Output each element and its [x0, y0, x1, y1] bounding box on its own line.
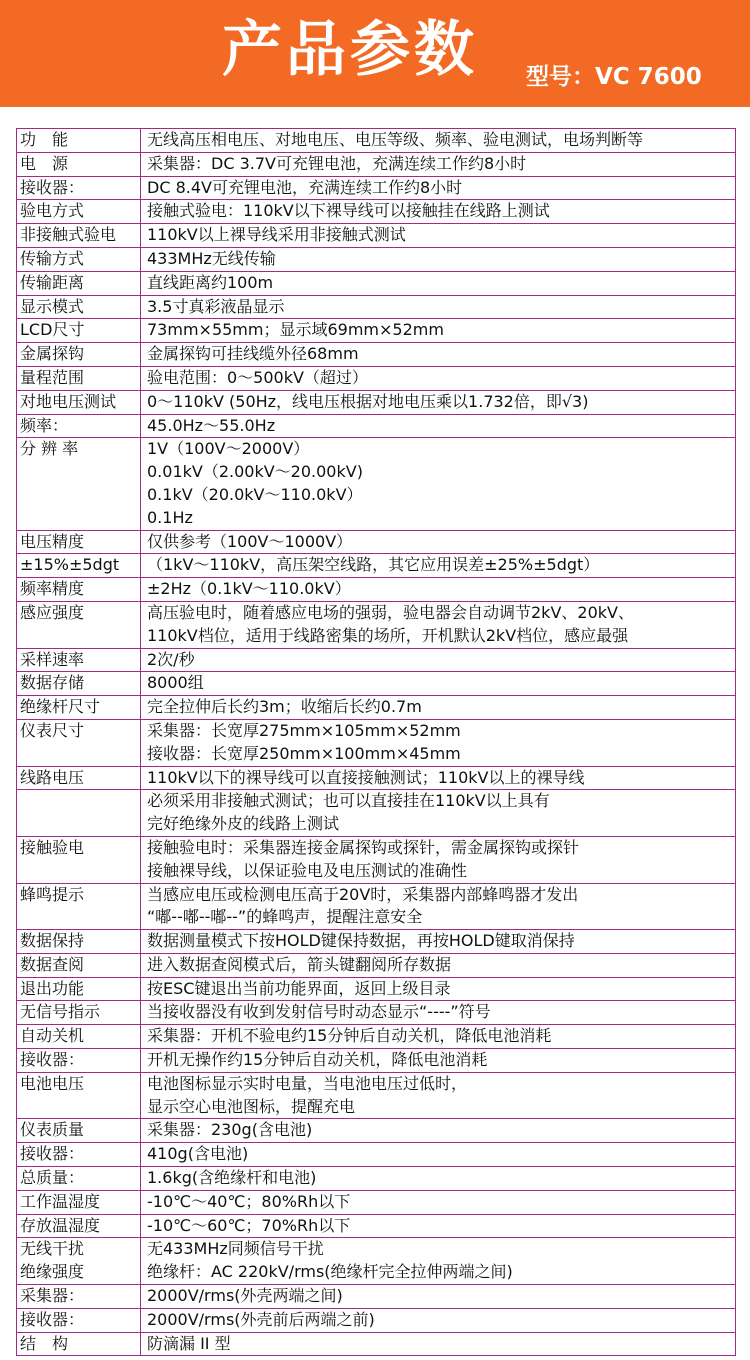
spec-label-text: 数据查阅: [20, 954, 85, 974]
spec-value-line: 433MHz无线传输: [147, 248, 276, 268]
spec-value-line: 2次/秒: [147, 649, 195, 669]
spec-value-line: 接触式验电：110kV以下裸导线可以接触挂在线路上测试: [147, 201, 550, 221]
spec-label-text: 采样速率: [20, 649, 85, 669]
spec-row: [17, 343, 736, 367]
spec-label-text: LCD尺寸: [20, 320, 85, 340]
spec-value-line: 采集器：DC 3.7V可充锂电池，充满连续工作约8小时: [147, 153, 527, 173]
spec-row: [17, 1072, 736, 1119]
spec-value-line: 2000V/rms(外壳前后两端之前): [147, 1309, 375, 1329]
spec-value-line: 当感应电压或检测电压高于20V时，采集器内部蜂鸣器才发出: [147, 884, 579, 904]
spec-value: [141, 790, 736, 837]
spec-value: [141, 1072, 736, 1119]
spec-value-line: 1.6kg(含绝缘杆和电池): [147, 1168, 317, 1188]
spec-label-text: 结 构: [20, 1333, 69, 1353]
spec-value: [141, 883, 736, 930]
spec-value-line: 完全拉伸后长约3m；收缩后长约0.7m: [147, 697, 422, 717]
spec-value: [141, 530, 736, 554]
spec-row: [17, 176, 736, 200]
spec-value: [141, 247, 736, 271]
spec-label-text: 接收器：: [20, 177, 85, 197]
spec-label: [17, 1072, 141, 1119]
spec-value-line: 绝缘杆：AC 220kV/rms(绝缘杆完全拉伸两端之间): [147, 1262, 513, 1282]
spec-value-line: 无线高压相电压、对地电压、电压等级、频率、验电测试，电场判断等: [147, 130, 644, 149]
spec-value: [141, 1238, 736, 1285]
spec-row: [17, 438, 736, 530]
spec-label: [17, 883, 141, 930]
spec-row: [17, 1167, 736, 1191]
spec-value-line: 无433MHz同频信号干扰: [147, 1239, 324, 1259]
spec-label: [17, 152, 141, 176]
spec-label-text: 无线干扰: [20, 1239, 85, 1259]
spec-row: [17, 319, 736, 343]
spec-value: [141, 601, 736, 648]
spec-value: [141, 719, 736, 766]
spec-value-line: 必须采用非接触式测试；也可以直接挂在110kV以上具有: [147, 791, 550, 811]
spec-value-line: 0～110kV (50Hz，线电压根据对地电压乘以1.732倍，即√3): [147, 391, 589, 411]
spec-label-text: 绝缘强度: [20, 1262, 85, 1282]
spec-label: [17, 977, 141, 1001]
spec-value: [141, 1119, 736, 1143]
spec-value-line: 45.0Hz～55.0Hz: [147, 415, 276, 435]
spec-value-line: 仅供参考（100V～1000V）: [147, 531, 353, 551]
spec-row: [17, 271, 736, 295]
spec-value-line: 0.1kV（20.0kV～110.0kV）: [147, 484, 363, 504]
spec-row: [17, 672, 736, 696]
spec-row: [17, 247, 736, 271]
spec-label: [17, 1167, 141, 1191]
spec-value: [141, 295, 736, 319]
page-title: 产品参数: [222, 15, 478, 85]
spec-value: [141, 343, 736, 367]
spec-value-line: 直线距离约100m: [147, 272, 274, 292]
spec-value-line: （1kV～110kV，高压架空线路，其它应用误差±25%±5dgt）: [147, 555, 600, 575]
spec-value: [141, 129, 736, 153]
spec-label-text: 金属探钩: [20, 344, 85, 364]
spec-label-text: 频率：: [20, 415, 69, 435]
spec-value-line: 按ESC键退出当前功能界面，返回上级目录: [147, 978, 451, 998]
spec-label-text: ±15%±5dgt: [20, 555, 120, 575]
spec-value: [141, 1167, 736, 1191]
spec-label: [17, 176, 141, 200]
spec-table: [16, 128, 736, 1356]
spec-label-text: 退出功能: [20, 978, 85, 998]
spec-row: [17, 295, 736, 319]
spec-value: [141, 390, 736, 414]
spec-value: [141, 578, 736, 602]
spec-label-text: 电 源: [20, 153, 69, 173]
spec-value-line: 410g(含电池): [147, 1144, 249, 1164]
spec-row: [17, 1332, 736, 1356]
spec-label-text: 线路电压: [20, 767, 85, 787]
spec-value: [141, 1143, 736, 1167]
spec-label-text: 接收器：: [20, 1309, 85, 1329]
spec-label-text: 非接触式验电: [20, 225, 117, 245]
spec-value-line: 电池图标显示实时电量，当电池电压过低时，: [147, 1073, 468, 1093]
spec-row: [17, 554, 736, 578]
spec-label: [17, 766, 141, 790]
spec-value-line: 采集器：230g(含电池): [147, 1120, 313, 1140]
spec-value: [141, 200, 736, 224]
spec-value-line: 接触裸导线，以保证验电及电压测试的准确性: [147, 860, 468, 880]
spec-value: [141, 648, 736, 672]
spec-value-line: 3.5寸真彩液晶显示: [147, 296, 285, 316]
spec-label: [17, 1049, 141, 1073]
spec-row: [17, 1238, 736, 1285]
spec-label-text: 蜂鸣提示: [20, 884, 85, 904]
spec-label: [17, 790, 141, 837]
spec-label-text: 传输距离: [20, 272, 85, 292]
spec-value: [141, 224, 736, 248]
spec-row: [17, 129, 736, 153]
spec-row: [17, 530, 736, 554]
spec-value: [141, 1332, 736, 1356]
spec-value: [141, 930, 736, 954]
spec-row: [17, 696, 736, 720]
spec-value: [141, 1308, 736, 1332]
spec-row: [17, 766, 736, 790]
spec-value-line: 验电范围：0～500kV（超过）: [147, 367, 368, 387]
spec-row: [17, 1119, 736, 1143]
spec-value-line: 73mm×55mm；显示域69mm×52mm: [147, 320, 444, 340]
spec-value-line: 金属探钩可挂线缆外径68mm: [147, 344, 359, 364]
spec-row: [17, 953, 736, 977]
spec-value: [141, 1025, 736, 1049]
spec-row: [17, 578, 736, 602]
spec-value-line: 8000组: [147, 673, 204, 693]
spec-value-line: 0.1Hz: [147, 507, 193, 527]
spec-row: [17, 883, 736, 930]
spec-label-text: 工作温湿度: [20, 1191, 101, 1211]
spec-row: [17, 1049, 736, 1073]
spec-label: [17, 1285, 141, 1309]
spec-label: [17, 200, 141, 224]
spec-label: [17, 295, 141, 319]
spec-value: [141, 554, 736, 578]
spec-label-text: 绝缘杆尺寸: [20, 697, 101, 717]
spec-value-line: 110kV以上裸导线采用非接触式测试: [147, 225, 406, 245]
spec-value: [141, 672, 736, 696]
spec-value-line: 防滴漏 II 型: [147, 1333, 231, 1353]
spec-label-text: 功 能: [20, 130, 69, 149]
spec-value: [141, 836, 736, 883]
spec-value-line: 开机无操作约15分钟后自动关机，降低电池消耗: [147, 1050, 488, 1070]
spec-row: [17, 719, 736, 766]
spec-value-line: -10℃～60℃；70%Rh以下: [147, 1215, 351, 1235]
spec-label: [17, 696, 141, 720]
spec-row: [17, 1190, 736, 1214]
spec-label: [17, 672, 141, 696]
spec-row: [17, 414, 736, 438]
spec-label-text: 采集器：: [20, 1286, 85, 1306]
spec-label: [17, 578, 141, 602]
spec-row: [17, 1143, 736, 1167]
spec-row: [17, 390, 736, 414]
spec-label-text: 量程范围: [20, 367, 85, 387]
spec-value: [141, 438, 736, 530]
spec-value-line: “嘟--嘟--嘟--”的蜂鸣声，提醒注意安全: [147, 907, 423, 927]
spec-label: [17, 530, 141, 554]
spec-label: [17, 247, 141, 271]
spec-value: [141, 1190, 736, 1214]
spec-value-line: 110kV档位，适用于线路密集的场所，开机默认2kV档位，感应最强: [147, 625, 629, 645]
spec-row: [17, 1025, 736, 1049]
spec-label: [17, 224, 141, 248]
spec-label: [17, 554, 141, 578]
spec-row: [17, 152, 736, 176]
spec-row: [17, 1001, 736, 1025]
spec-label: [17, 390, 141, 414]
spec-label-text: 接收器：: [20, 1050, 85, 1070]
spec-label-text: 电压精度: [20, 531, 85, 551]
spec-label-text: 分 辨 率: [20, 439, 79, 459]
spec-row: [17, 977, 736, 1001]
spec-value-line: ±2Hz（0.1kV～110.0kV）: [147, 579, 351, 599]
spec-label: [17, 1119, 141, 1143]
spec-value-line: 110kV以下的裸导线可以直接接触测试；110kV以上的裸导线: [147, 767, 585, 787]
spec-label-text: 感应强度: [20, 602, 85, 622]
spec-label-text: 对地电压测试: [20, 391, 117, 411]
spec-label: [17, 438, 141, 530]
spec-value-line: 数据测量模式下按HOLD键保持数据，再按HOLD键取消保持: [147, 931, 575, 951]
spec-label-text: 接收器：: [20, 1144, 85, 1164]
spec-label-text: [20, 790, 140, 813]
spec-value: [141, 152, 736, 176]
model-number: 型号：VC 7600: [526, 64, 702, 90]
spec-row: [17, 836, 736, 883]
spec-value: [141, 319, 736, 343]
spec-value-line: 2000V/rms(外壳两端之间): [147, 1286, 343, 1306]
spec-label: [17, 414, 141, 438]
spec-label: [17, 719, 141, 766]
spec-value: [141, 271, 736, 295]
spec-label-text: 接触验电: [20, 837, 85, 857]
spec-value-line: 1V（100V～2000V）: [147, 439, 310, 459]
spec-row: [17, 1285, 736, 1309]
spec-label: [17, 1190, 141, 1214]
spec-label: [17, 930, 141, 954]
spec-label-text: 存放温湿度: [20, 1215, 101, 1235]
spec-value: [141, 414, 736, 438]
spec-label: [17, 343, 141, 367]
spec-value: [141, 366, 736, 390]
spec-row: [17, 930, 736, 954]
spec-value-line: 采集器：开机不验电约15分钟后自动关机，降低电池消耗: [147, 1026, 552, 1046]
spec-row: [17, 790, 736, 837]
header-banner: [0, 0, 750, 107]
spec-value: [141, 953, 736, 977]
spec-label: [17, 319, 141, 343]
spec-label: [17, 1001, 141, 1025]
spec-label: [17, 271, 141, 295]
spec-row: [17, 366, 736, 390]
spec-label-text: 频率精度: [20, 579, 85, 599]
spec-value-line: 0.01kV（2.00kV～20.00kV): [147, 462, 363, 482]
spec-value: [141, 1001, 736, 1025]
spec-label-text: 显示模式: [20, 296, 85, 316]
spec-row: [17, 1308, 736, 1332]
spec-value: [141, 766, 736, 790]
spec-label: [17, 1308, 141, 1332]
spec-label: [17, 601, 141, 648]
spec-value: [141, 176, 736, 200]
spec-value-line: 接收器：长宽厚250mm×100mm×45mm: [147, 743, 461, 763]
spec-value-line: 显示空心电池图标，提醒充电: [147, 1096, 356, 1116]
spec-label-text: 电池电压: [20, 1073, 85, 1093]
spec-row: [17, 648, 736, 672]
spec-label-text: 无信号指示: [20, 1002, 101, 1022]
spec-value: [141, 1285, 736, 1309]
spec-value-line: 当接收器没有收到发射信号时动态显示“----”符号: [147, 1002, 491, 1022]
spec-label-text: 自动关机: [20, 1026, 85, 1046]
spec-label-text: 验电方式: [20, 201, 85, 221]
spec-label-text: 数据存储: [20, 673, 85, 693]
spec-value: [141, 696, 736, 720]
spec-value: [141, 1214, 736, 1238]
spec-value: [141, 977, 736, 1001]
spec-label: [17, 1143, 141, 1167]
spec-label-text: 仪表质量: [20, 1120, 85, 1140]
spec-row: [17, 200, 736, 224]
spec-label-text: 传输方式: [20, 248, 85, 268]
spec-row: [17, 1214, 736, 1238]
spec-value-line: 高压验电时，随着感应电场的强弱，验电器会自动调节2kV、20kV、: [147, 602, 634, 622]
spec-label-text: 仪表尺寸: [20, 720, 85, 740]
spec-label: [17, 1025, 141, 1049]
spec-label-text: 数据保持: [20, 931, 85, 951]
spec-label: [17, 366, 141, 390]
spec-label: [17, 129, 141, 153]
spec-label: [17, 648, 141, 672]
spec-value-line: -10℃～40℃；80%Rh以下: [147, 1191, 351, 1211]
spec-row: [17, 224, 736, 248]
spec-value-line: 接触验电时：采集器连接金属探钩或探针，需金属探钩或探针: [147, 837, 580, 857]
spec-label: [17, 836, 141, 883]
spec-label: [17, 1238, 141, 1285]
spec-value-line: 采集器：长宽厚275mm×105mm×52mm: [147, 720, 461, 740]
spec-label: [17, 953, 141, 977]
spec-label-text: 总质量：: [20, 1168, 85, 1188]
spec-label: [17, 1332, 141, 1356]
spec-row: [17, 601, 736, 648]
spec-value-line: 进入数据查阅模式后，箭头键翻阅所存数据: [147, 954, 452, 974]
spec-value-line: 完好绝缘外皮的线路上测试: [147, 814, 340, 834]
spec-label: [17, 1214, 141, 1238]
spec-value: [141, 1049, 736, 1073]
spec-value-line: DC 8.4V可充锂电池，充满连续工作约8小时: [147, 177, 463, 197]
